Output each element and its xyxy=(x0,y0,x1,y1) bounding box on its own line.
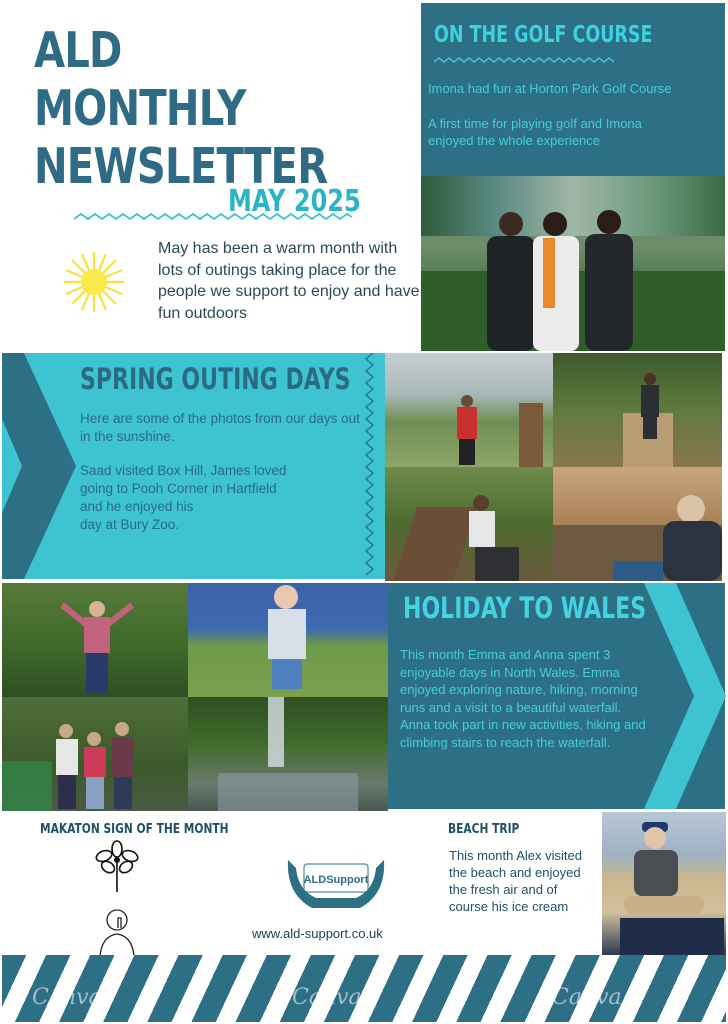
zigzag-divider xyxy=(74,212,352,226)
pooh-sticks-photo xyxy=(553,467,722,581)
beach-text: This month Alex visited the beach and enjoyed the fresh air and of course his ice cream xyxy=(449,848,582,914)
title-line-2: NEWSLETTER xyxy=(34,138,328,195)
wales-smiling-figure xyxy=(248,583,328,697)
golf-title: ON THE GOLF COURSE xyxy=(434,22,653,48)
spring-para-2-line-1: Saad visited Box Hill, James loved xyxy=(80,463,287,478)
spring-title: SPRING OUTING DAYS xyxy=(80,362,351,396)
wales-waterfall-photo xyxy=(188,697,388,811)
canva-watermark-1: Canva xyxy=(32,985,102,1010)
canva-watermark-3: Canva xyxy=(552,985,622,1010)
makaton-title: MAKATON SIGN OF THE MONTH xyxy=(40,822,229,837)
golf-text xyxy=(428,80,678,150)
pooh-corner-photo xyxy=(553,353,722,467)
wales-title: HOLIDAY TO WALES xyxy=(403,591,647,625)
hand-waving-sign-icon xyxy=(96,906,138,956)
pooh-sticks-figure xyxy=(613,491,722,581)
golf-people-figures xyxy=(463,206,663,351)
wales-text xyxy=(400,646,660,751)
wales-photo-2 xyxy=(188,583,388,697)
canva-watermark-2: Canva xyxy=(292,985,362,1010)
golf-photo xyxy=(421,176,725,351)
spring-para-2-line-2: going to Pooh Corner in Hartfield xyxy=(80,481,277,496)
newsletter-title xyxy=(34,22,346,196)
intro-text: May has been a warm month with lots of outings taking place for the people we support to enjoy and have fun outdoors xyxy=(158,240,420,322)
spring-para-2-line-3: and he enjoyed his xyxy=(80,499,194,514)
spring-para-1: Here are some of the photos from our days out in the sunshine. xyxy=(80,411,360,444)
wales-para-2: Anna took part in new activities, hiking and climbing stairs to reach the waterfall. xyxy=(400,717,646,750)
wales-para-1: This month Emma and Anna spent 3 enjoyable days in North Wales. Emma enjoyed exploring nature, hiking, morning runs and a visit to a beautiful waterfall. xyxy=(400,647,638,715)
golf-para-2: A first time for playing golf and Imona enjoyed the whole experience xyxy=(428,115,642,148)
beach-title: BEACH TRIP xyxy=(448,822,520,837)
pooh-corner-figure xyxy=(635,371,665,441)
bury-zoo-figure xyxy=(459,491,529,581)
spring-chevron-decoration xyxy=(2,353,82,579)
title-line-1: ALD MONTHLY xyxy=(34,22,246,137)
beach-figure xyxy=(620,818,724,955)
bury-zoo-photo xyxy=(385,467,553,581)
wales-hiker-figure xyxy=(52,589,142,697)
flower-sign-icon xyxy=(94,840,140,894)
golf-zigzag-divider xyxy=(434,57,614,67)
spring-text xyxy=(80,410,360,534)
wales-photo-3 xyxy=(2,697,188,811)
beach-photo xyxy=(602,812,726,955)
sun-icon xyxy=(62,250,126,314)
golf-para-1: Imona had fun at Horton Park Golf Course xyxy=(428,81,672,96)
wales-group-figures xyxy=(48,721,148,811)
logo-text: ALDSupport xyxy=(303,874,369,886)
wales-photo-1 xyxy=(2,583,188,697)
month-label: MAY 2025 xyxy=(228,184,361,219)
spring-para-2-line-4: day at Bury Zoo. xyxy=(80,517,180,532)
website-link[interactable]: www.ald-support.co.uk xyxy=(252,926,383,941)
box-hill-photo xyxy=(385,353,553,467)
spring-zigzag-border xyxy=(362,353,384,579)
footer-stripes xyxy=(2,955,726,1022)
aldsupport-logo-icon xyxy=(282,850,390,918)
box-hill-figures xyxy=(445,393,553,467)
